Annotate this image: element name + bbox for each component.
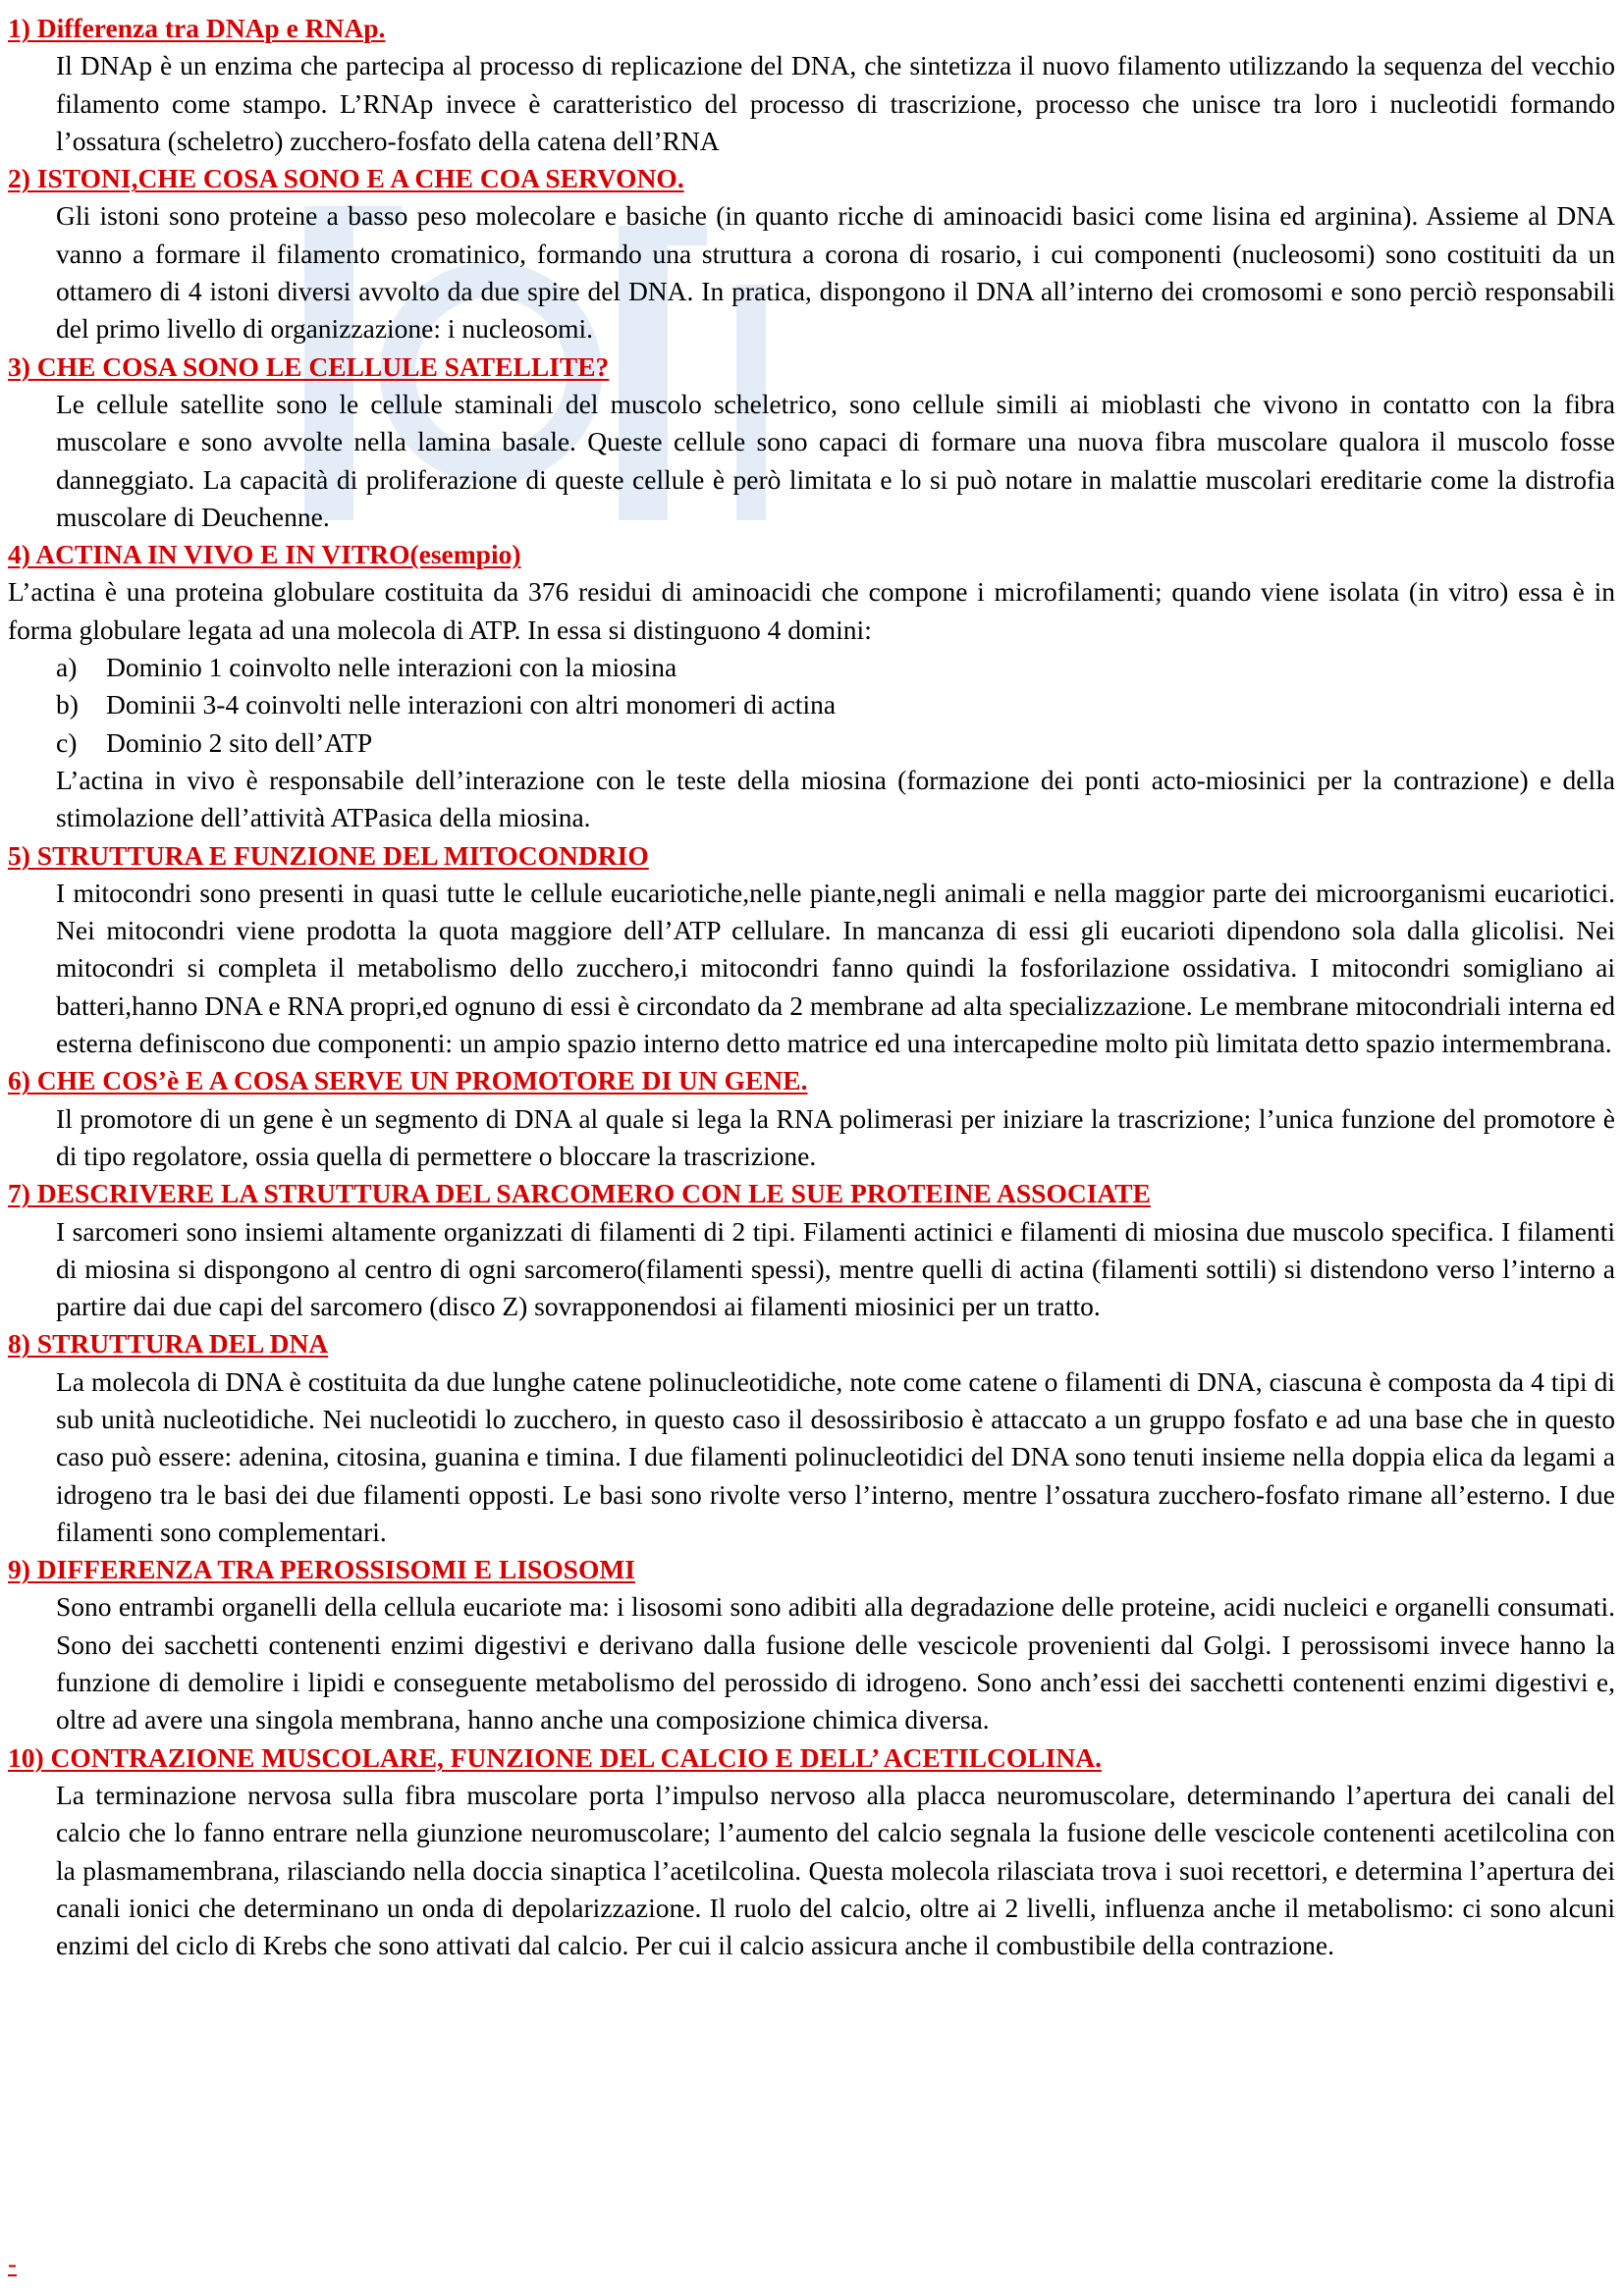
section-paragraph: Il DNAp è un enzima che partecipa al processo di replicazione del DNA, che sintetizza il nuovo filamento utilizzando la sequenza del vecchio filamento come stampo. L’RNAp invece è caratteristico del processo di trascrizione, processo che unisce tra loro i nucleotidi formando l’ossatura (scheletro) zucchero-fosfato della catena dell’RNA <box>56 50 1615 156</box>
section-heading: 1) Differenza tra DNAp e RNAp. <box>8 13 386 43</box>
section-heading: 4) ACTINA IN VIVO E IN VITRO(esempio) <box>8 539 521 570</box>
list-item-text: Dominio 1 coinvolto nelle interazioni con la miosina <box>106 652 677 683</box>
section-1 <box>8 10 1615 160</box>
section-heading: 10) CONTRAZIONE MUSCOLARE, FUNZIONE DEL CALCIO E DELL’ ACETILCOLINA. <box>8 1741 1102 1773</box>
section-heading: 6) CHE COS’è E A COSA SERVE UN PROMOTORE DI UN GENE. <box>8 1065 808 1096</box>
list-marker: a) <box>56 652 78 683</box>
section-paragraph: Gli istoni sono proteine a basso peso molecolare e basiche (in quanto ricche di aminoacidi basici come lisina ed arginina). Assieme al DNA vanno a formare il filamento cromatinico, formando una struttura a corona di rosario, i cui componenti (nucleosomi) sono costituiti da un ottamero di 4 istoni diversi avvolto da due spire del DNA. In pratica, dispongono il DNA all’interno dei cromosomi e sono perciò responsabili del primo livello di organizzazione: i nucleosomi. <box>56 200 1615 345</box>
section-7 <box>8 1175 1615 1325</box>
section-heading: 2) ISTONI,CHE COSA SONO E A CHE COA SERVONO. <box>8 163 684 194</box>
section-intro: L’actina è una proteina globulare costituita da 376 residui di aminoacidi che compone i microfilamenti; quando viene isolata (in vitro) essa è in forma globulare legata ad una molecola di ATP. In essa si distinguono 4 domini: <box>8 576 1615 645</box>
section-paragraph: Sono entrambi organelli della cellula eucariote ma: i lisosomi sono adibiti alla degradazione delle proteine, acidi nucleici e organelli consumati. Sono dei sacchetti contenenti enzimi digestivi e derivano dalla fusione delle vescicole provenienti dal Golgi. I perossisomi invece hanno la funzione di demolire i lipidi e conseguente metabolismo del perossido di idrogeno. Sono anch’essi dei sacchetti contenenti enzimi digestivi e, oltre ad avere una singola membrana, hanno anche una composizione chimica diversa. <box>56 1591 1615 1735</box>
section-5 <box>8 837 1615 1063</box>
list-item <box>8 686 1615 723</box>
document-page <box>8 10 1615 1964</box>
section-heading: 8) STRUTTURA DEL DNA <box>8 1328 329 1360</box>
list-marker: b) <box>56 689 79 721</box>
section-8 <box>8 1325 1615 1551</box>
list-item-text: Dominio 2 sito dell’ATP <box>106 726 373 758</box>
trailing-mark: - <box>8 2249 17 2278</box>
list-item-text: Dominii 3-4 coinvolti nelle interazioni con altri monomeri di actina <box>106 689 837 721</box>
section-3 <box>8 348 1615 536</box>
section-paragraph: Il promotore di un gene è un segmento di DNA al quale si lega la RNA polimerasi per iniziare la trascrizione; l’unica funzione del promotore è di tipo regolatore, ossia quella di permettere o bloccare la trascrizione. <box>56 1102 1615 1171</box>
section-heading: 5) STRUTTURA E FUNZIONE DEL MITOCONDRIO <box>8 839 649 871</box>
section-paragraph: La terminazione nervosa sulla fibra muscolare porta l’impulso nervoso alla placca neuromuscolare, determinando l’apertura dei canali del calcio che lo fanno entrare nella giunzione neuromuscolare; l’aumento del calcio segnala la fusione delle vescicole contenenti acetilcolina con la plasmamembrana, rilasciando nella doccia sinaptica l’acetilcolina. Questa molecola rilasciata trova i suoi recettori, e determina l’apertura dei canali ionici che determinano un onda di depolarizzazione. Il ruolo del calcio, oltre ai 2 livelli, influenza anche il metabolismo: ci sono alcuni enzimi del ciclo di Krebs che sono attivati dal calcio. Per cui il calcio assicura anche il combustibile della contrazione. <box>56 1779 1615 1961</box>
section-9 <box>8 1551 1615 1738</box>
list-item <box>8 649 1615 686</box>
section-6 <box>8 1062 1615 1175</box>
section-heading: 3) CHE COSA SONO LE CELLULE SATELLITE? <box>8 350 610 382</box>
section-2 <box>8 160 1615 347</box>
section-10 <box>8 1739 1615 1965</box>
section-heading: 9) DIFFERENZA TRA PEROSSISOMI E LISOSOMI <box>8 1554 636 1585</box>
section-4 <box>8 536 1615 836</box>
section-paragraph: La molecola di DNA è costituita da due lunghe catene polinucleotidiche, note come catene o filamenti di DNA, ciascuna è composta da 4 tipi di sub unità nucleotidiche. Nei nucleotidi lo zucchero, in questo caso il desossiribosio è attaccato a un gruppo fosfato e ad una base che in questo caso può essere: adenina, citosina, guanina e timina. I due filamenti polinucleotidici del DNA sono tenuti insieme nella doppia elica da legami a idrogeno tra le basi dei due filamenti opposti. Le basi sono rivolte verso l’interno, mentre l’ossatura zucchero-fosfato rimane all’esterno. I due filamenti sono complementari. <box>56 1365 1615 1547</box>
section-paragraph: I mitocondri sono presenti in quasi tutte le cellule eucariotiche,nelle piante,negli animali e nella maggior parte dei microorganismi eucariotici. Nei mitocondri viene prodotta la quota maggiore dell’ATP cellulare. In mancanza di essi gli eucarioti dipendono sola dalla glicolisi. Nei mitocondri si completa il metabolismo dello zucchero,i mitocondri fanno quindi la fosforilazione ossidativa. I mitocondri somigliano ai batteri,hanno DNA e RNA propri,ed ognuno di essi è circondato da 2 membrane ad alta specializzazione. Le membrane mitocondriali interna ed esterna definiscono due componenti: un ampio spazio interno detto matrice ed una intercapedine molto più limitata detto spazio intermembrana. <box>56 877 1615 1059</box>
list-item <box>8 724 1615 762</box>
section-paragraph: L’actina in vivo è responsabile dell’interazione con le teste della miosina (formazione dei ponti acto-miosinici per la contrazione) e della stimolazione dell’attività ATPasica della miosina. <box>56 764 1615 833</box>
section-heading: 7) DESCRIVERE LA STRUTTURA DEL SARCOMERO CON LE SUE PROTEINE ASSOCIATE <box>8 1178 1151 1209</box>
list-marker: c) <box>56 726 78 758</box>
section-paragraph: Le cellule satellite sono le cellule staminali del muscolo scheletrico, sono cellule simili ai mioblasti che vivono in contatto con la fibra muscolare e sono avvolte nella lamina basale. Queste cellule sono capaci di formare una nuova fibra muscolare qualora il muscolo fosse danneggiato. La capacità di proliferazione di queste cellule è però limitata e lo si può notare in malattie muscolari ereditarie come la distrofia muscolare di Deuchenne. <box>56 388 1615 532</box>
section-paragraph: I sarcomeri sono insiemi altamente organizzati di filamenti di 2 tipi. Filamenti actinici e filamenti di miosina due muscolo specifica. I filamenti di miosina si dispongono al centro di ogni sarcomero(filamenti spessi), mentre quelli di actina (filamenti sottili) si distendono verso l’interno a partire dai due capi del sarcomero (disco Z) sovrapponendosi ai filamenti miosinici per un tratto. <box>56 1215 1615 1322</box>
domain-list <box>8 649 1615 762</box>
